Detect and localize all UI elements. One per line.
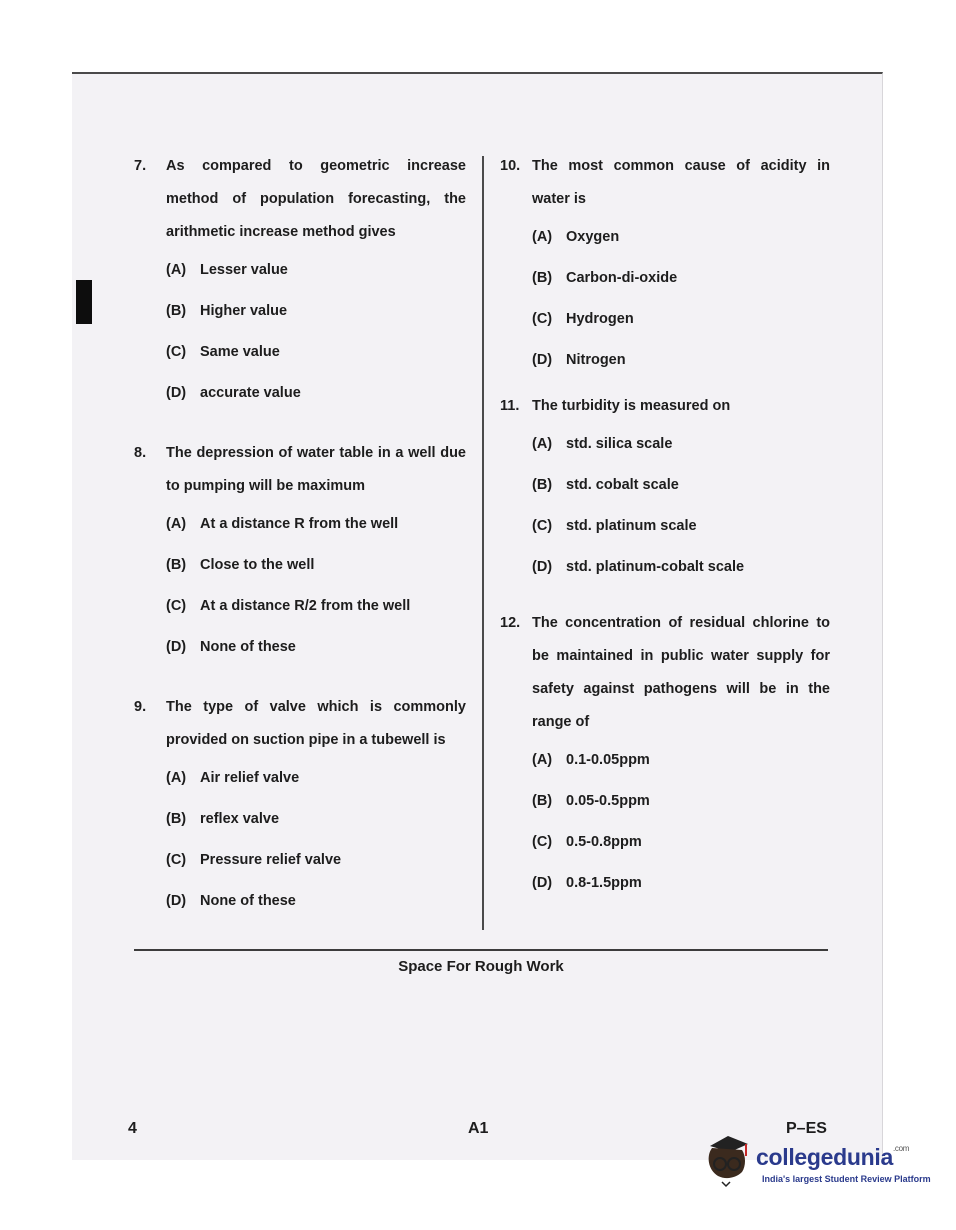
option-text: std. platinum scale [566, 517, 697, 534]
option-text: Hydrogen [566, 310, 634, 327]
option-text: At a distance R from the well [200, 515, 399, 532]
option [532, 505, 830, 546]
option-text: Higher value [200, 302, 288, 319]
option-key: (B) [166, 556, 187, 573]
option [166, 585, 466, 626]
question-text: The most common cause of acidity in water is [532, 158, 830, 207]
option-key: (C) [166, 343, 187, 360]
question-9 [134, 691, 466, 921]
option-key: (A) [532, 751, 553, 768]
options-list [532, 216, 830, 380]
column-divider [482, 156, 484, 930]
option-text: Air relief valve [200, 769, 300, 786]
option-text: Oxygen [566, 228, 620, 245]
option-key: (D) [166, 892, 187, 909]
question-8 [134, 437, 466, 667]
option-text: Same value [200, 343, 280, 360]
question-7 [134, 150, 466, 413]
option-key: (B) [532, 792, 553, 809]
question-text: As compared to geometric increase method of population forecasting, the arithmetic increase method gives [166, 158, 466, 240]
option-text: 0.8-1.5ppm [566, 874, 642, 891]
option-key: (A) [532, 435, 553, 452]
rough-work-rule [134, 949, 828, 951]
option-key: (B) [166, 302, 187, 319]
option-key: (C) [166, 597, 187, 614]
left-column [134, 150, 466, 921]
option [532, 464, 830, 505]
option-key: (D) [532, 558, 553, 575]
option [166, 757, 466, 798]
option-text: Close to the well [200, 556, 315, 573]
options-list [532, 739, 830, 903]
option-key: (B) [532, 476, 553, 493]
question-11 [500, 390, 830, 587]
option-key: (A) [166, 515, 187, 532]
option-text: std. platinum-cobalt scale [566, 558, 745, 575]
set-code: A1 [468, 1120, 489, 1137]
option [532, 339, 830, 380]
option [532, 216, 830, 257]
option-text: reflex valve [200, 810, 280, 827]
option [166, 331, 466, 372]
option [166, 880, 466, 921]
option-key: (C) [532, 517, 553, 534]
option-text: 0.1-0.05ppm [566, 751, 650, 768]
question-10 [500, 150, 830, 380]
student-mascot-icon [700, 1126, 756, 1190]
option [166, 544, 466, 585]
option-text: accurate value [200, 384, 301, 401]
question-number: 9. [134, 699, 147, 715]
option-text: Nitrogen [566, 351, 626, 368]
option [166, 503, 466, 544]
option [532, 423, 830, 464]
paper-code: P–ES [786, 1120, 827, 1137]
option-text: std. cobalt scale [566, 476, 679, 493]
question-number: 10. [500, 158, 521, 174]
option [532, 862, 830, 903]
options-list [166, 503, 466, 667]
option-key: (D) [166, 638, 187, 655]
option [532, 298, 830, 339]
option-text: Lesser value [200, 261, 288, 278]
option-key: (D) [532, 351, 553, 368]
option [166, 249, 466, 290]
options-list [166, 757, 466, 921]
brand-suffix: .com [892, 1144, 910, 1153]
option [166, 626, 466, 667]
option-key: (B) [532, 269, 553, 286]
question-text: The depression of water table in a well due to pumping will be maximum [166, 445, 466, 494]
right-column [500, 150, 830, 903]
question-text: The concentration of residual chlorine to be maintained in public water supply for safety against pathogens will be in the range of [532, 615, 830, 730]
option-text: At a distance R/2 from the well [200, 597, 411, 614]
option [166, 290, 466, 331]
question-number: 12. [500, 615, 521, 631]
question-12 [500, 607, 830, 903]
option-text: std. silica scale [566, 435, 673, 452]
page-number: 4 [128, 1120, 137, 1137]
option [532, 821, 830, 862]
option-key: (D) [532, 874, 553, 891]
option-text: 0.05-0.5ppm [566, 792, 650, 809]
option [166, 372, 466, 413]
scan-registration-mark [76, 280, 92, 324]
question-text: The type of valve which is commonly provided on suction pipe in a tubewell is [166, 699, 466, 748]
option-key: (D) [166, 384, 187, 401]
option [532, 257, 830, 298]
option [166, 839, 466, 880]
option-key: (A) [532, 228, 553, 245]
brand-name: collegedunia [756, 1144, 893, 1170]
brand-tagline: India's largest Student Review Platform [762, 1174, 931, 1184]
option [166, 798, 466, 839]
option-key: (A) [166, 769, 187, 786]
brand-logo [696, 1124, 936, 1204]
question-number: 8. [134, 445, 147, 461]
option-key: (C) [532, 310, 553, 327]
question-number: 11. [500, 398, 520, 414]
option-key: (B) [166, 810, 187, 827]
option [532, 739, 830, 780]
option-text: Pressure relief valve [200, 851, 342, 868]
option-text: None of these [200, 892, 296, 909]
option-text: 0.5-0.8ppm [566, 833, 642, 850]
option-text: Carbon-di-oxide [566, 269, 678, 286]
rough-work-label: Space For Rough Work [398, 958, 564, 975]
option-text: None of these [200, 638, 296, 655]
option-key: (C) [166, 851, 187, 868]
question-number: 7. [134, 158, 147, 174]
option-key: (C) [532, 833, 553, 850]
option [532, 780, 830, 821]
option-key: (A) [166, 261, 187, 278]
option [532, 546, 830, 587]
options-list [166, 249, 466, 413]
question-text: The turbidity is measured on [532, 398, 731, 414]
options-list [532, 423, 830, 587]
